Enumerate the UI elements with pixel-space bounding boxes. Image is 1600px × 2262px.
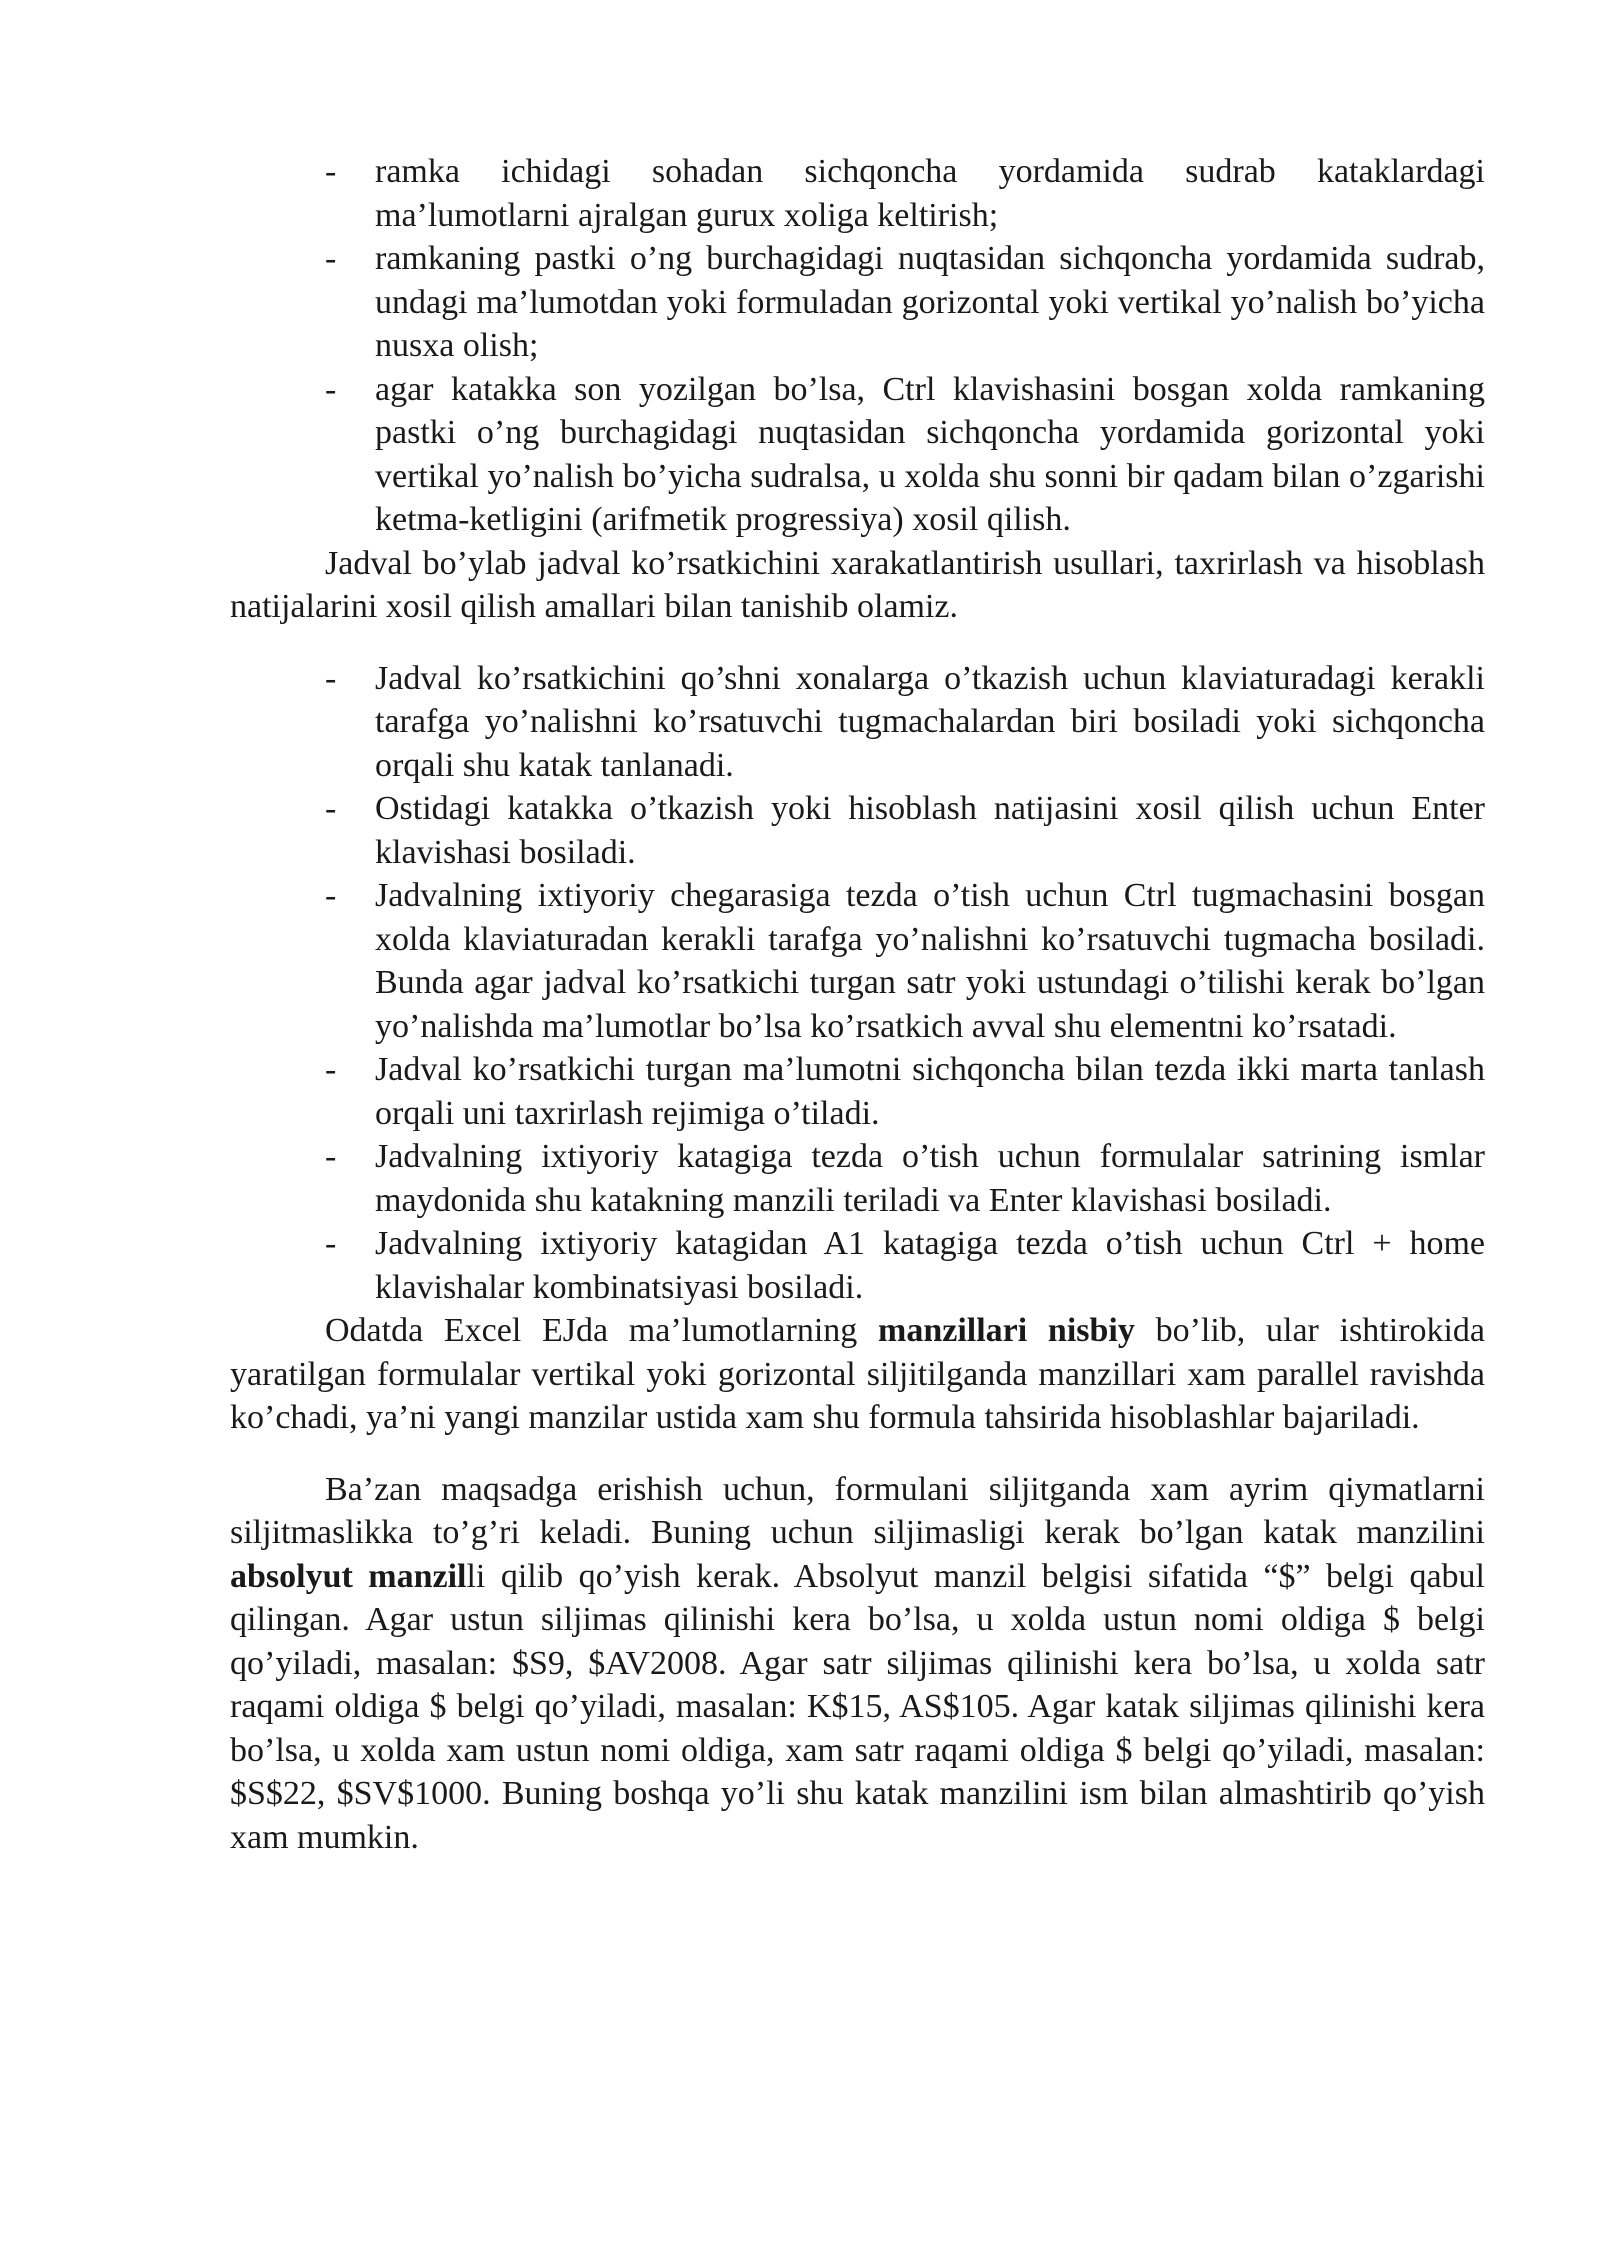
document-page: [230, 150, 1485, 1859]
list-item-text: Jadval ko’rsatkichi turgan ma’lumotni sichqoncha bilan tezda ikki marta tanlash orqali uni taxrirlash rejimiga o’tiladi.: [375, 1051, 1485, 1132]
list-item: [230, 1048, 1485, 1135]
absolute-address-paragraph: [230, 1468, 1485, 1860]
bold-term-absolute: absolyut manzil: [230, 1557, 467, 1595]
list-item: [230, 657, 1485, 788]
list-marker: -: [325, 1051, 337, 1088]
list-item: [230, 237, 1485, 368]
list-item-text: Jadvalning ixtiyoriy katagiga tezda o’tish uchun formulalar satrining ismlar maydonida shu katakning manzili teriladi va Enter klavishasi bosiladi.: [375, 1138, 1485, 1219]
bold-term-relative: manzillari nisbiy: [878, 1312, 1135, 1349]
list-marker: -: [325, 1225, 337, 1262]
list-item: [230, 787, 1485, 874]
list-item: [230, 1135, 1485, 1222]
list-marker: -: [325, 790, 337, 827]
list-item-text: Jadvalning ixtiyoriy katagidan A1 katagiga tezda o’tish uchun Ctrl + home klavishalar kombinatsiyasi bosiladi.: [375, 1225, 1485, 1306]
list-item: [230, 150, 1485, 237]
list-item: [230, 368, 1485, 542]
list-marker: -: [325, 240, 337, 277]
list-item-text: ramka ichidagi sohadan sichqoncha yordamida sudrab kataklardagi ma’lumotlarni ajralgan gurux xoliga keltirish;: [375, 153, 1485, 234]
list-item-text: Jadval ko’rsatkichini qo’shni xonalarga o’tkazish uchun klaviaturadagi kerakli tarafga yo’nalishni ko’rsatuvchi tugmachalardan biri bosiladi yoki sichqoncha orqali shu katak tanlanadi.: [375, 659, 1485, 784]
navigation-methods-list: [230, 657, 1485, 1310]
text-run: Ba’zan maqsadga erishish uchun, formulani siljitganda xam ayrim qiymatlarni siljitmaslikka to’g’ri keladi. Buning uchun siljimasligi kerak bo’lgan katak manzilini: [230, 1470, 1485, 1551]
intro-paragraph: Jadval bo’ylab jadval ko’rsatkichini xarakatlantirish usullari, taxrirlash va hisoblash natijalarini xosil qilish amallari bilan tanishib olamiz.: [230, 544, 1485, 625]
list-item-text: agar katakka son yozilgan bo’lsa, Ctrl klavishasini bosgan xolda ramkaning pastki o’ng burchagidagi nuqtasidan sichqoncha yordamida gorizontal yoki vertikal yo’nalish bo’yicha sudralsa, u xolda shu sonni bir qadam bilan o’zgarishi ketma-ketligini (arifmetik progressiya) xosil qilish.: [375, 370, 1485, 538]
text-run: Odatda Excel EJda ma’lumotlarning: [325, 1312, 879, 1349]
text-run: li qilib qo’yish kerak. Absolyut manzil belgisi sifatida “$” belgi qabul qilingan. Agar ustun siljimas qilinishi kera bo’lsa, u xolda ustun nomi oldiga $ belgi qo’yiladi, masalan: $S9, $AV2008. Agar satr siljimas qilinishi kera bo’lsa, u xolda satr raqami oldiga $ belgi qo’yiladi, masalan: K$15, AS$105. Agar katak siljimas qilinishi kera bo’lsa, u xolda xam ustun nomi oldiga, xam satr raqami oldiga $ belgi qo’yiladi, masalan: $S$22, $SV$1000. Buning boshqa yo’li shu katak manzilini ism bilan almashtirib qo’yish xam mumkin.: [230, 1557, 1485, 1856]
list-marker: -: [325, 659, 337, 697]
list-item-text: ramkaning pastki o’ng burchagidagi nuqtasidan sichqoncha yordamida sudrab, undagi ma’lumotdan yoki formuladan gorizontal yoki vertikal yo’nalish bo’yicha nusxa olish;: [375, 240, 1485, 364]
list-marker: -: [325, 1138, 337, 1175]
text-run: bo’lib, ular ishtirokida yaratilgan formulalar vertikal yoki gorizontal siljitilganda manzillari xam parallel ravishda ko’chadi, ya’ni yangi manzilar ustida xam shu formula tahsirida hisoblashlar bajariladi.: [230, 1312, 1485, 1436]
drag-actions-list: [230, 150, 1485, 542]
list-item: [230, 874, 1485, 1048]
list-marker: -: [325, 153, 337, 190]
list-marker: -: [325, 370, 337, 408]
list-item-text: Ostidagi katakka o’tkazish yoki hisoblash natijasini xosil qilish uchun Enter klavishasi bosiladi.: [375, 790, 1485, 871]
list-marker: -: [325, 877, 337, 914]
relative-address-paragraph: [230, 1309, 1485, 1440]
list-item: [230, 1222, 1485, 1309]
list-item-text: Jadvalning ixtiyoriy chegarasiga tezda o’tish uchun Ctrl tugmachasini bosgan xolda klaviaturadan kerakli tarafga yo’nalishni ko’rsatuvchi tugmacha bosiladi. Bunda agar jadval ko’rsatkichi turgan satr yoki ustundagi o’tilishi kerak bo’lgan yo’nalishda ma’lumotlar bo’lsa ko’rsatkich avval shu elementni ko’rsatadi.: [375, 877, 1485, 1045]
